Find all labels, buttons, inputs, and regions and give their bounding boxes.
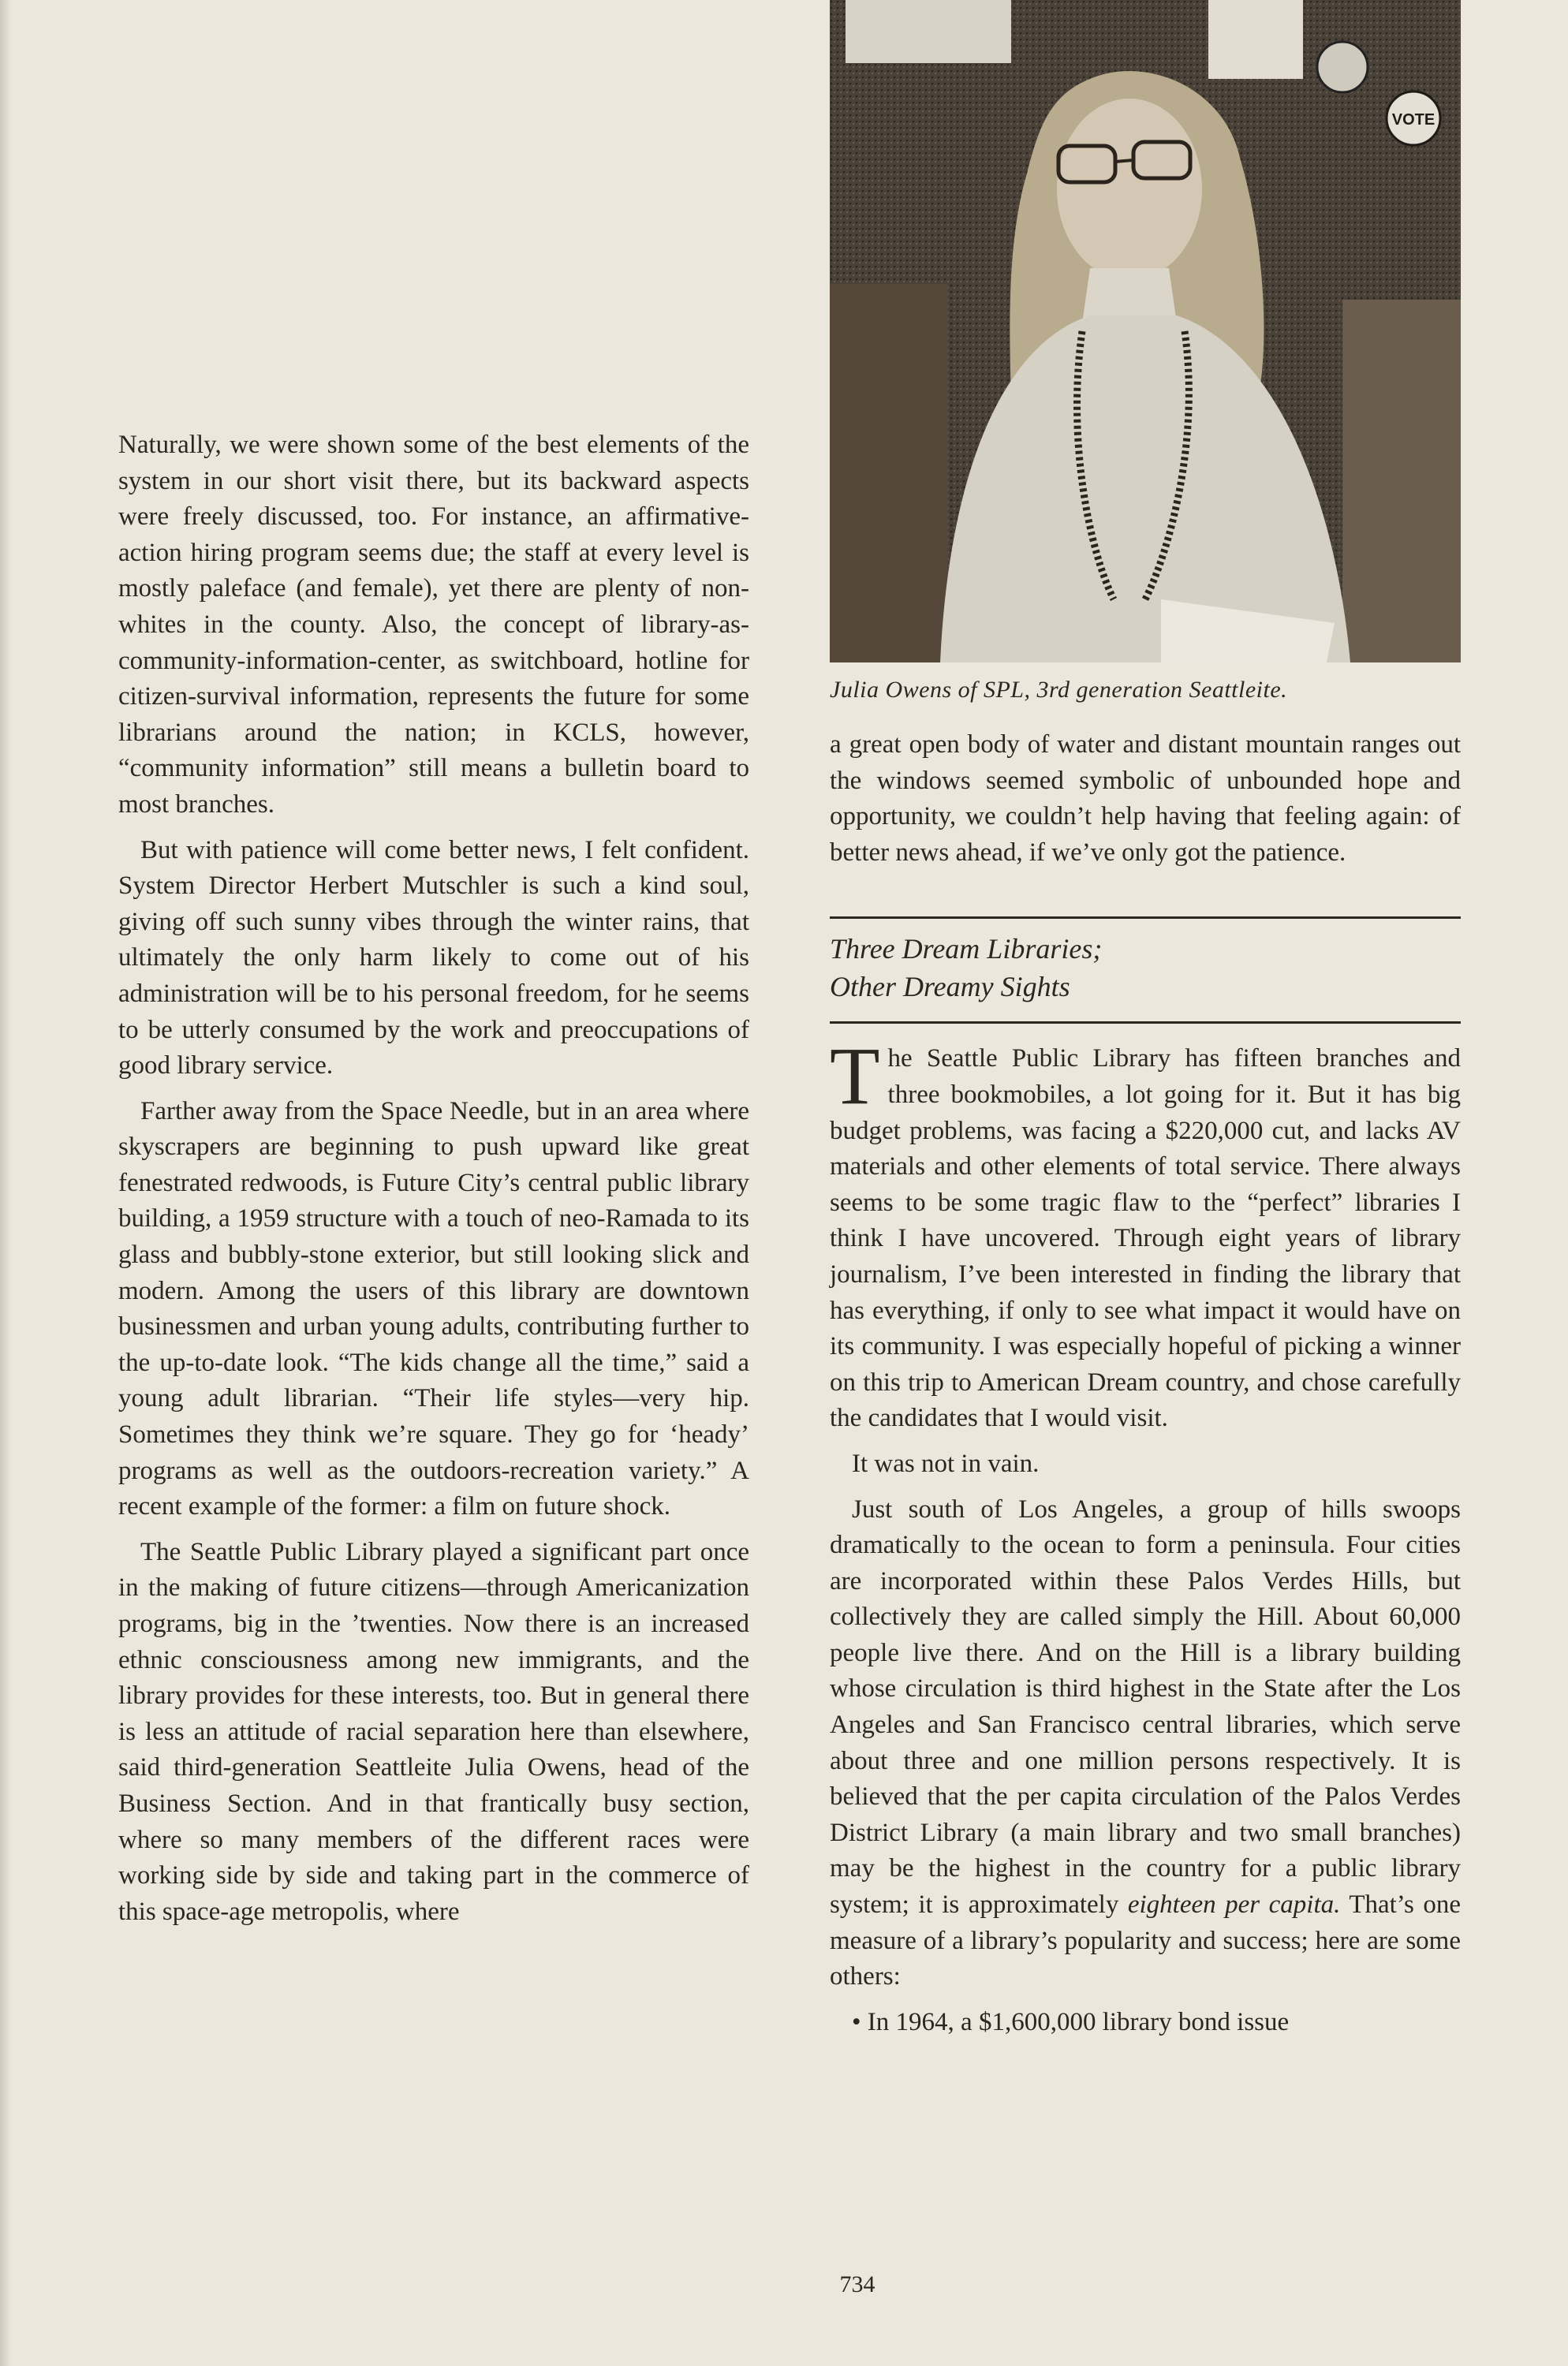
paragraph: Farther away from the Space Needle, but in an area where skyscrapers are beginning to push upward like great fenestrated redwoods, is Future City’s central public library building, a 1959 structure with a touch of neo-Ramada to its glass and bubbly-stone exterior, but still looking slick and modern. Among the users of this library are downtown businessmen and urban young adults, contributing further to the up-to-date look. “The kids change all the time,” said a young adult librarian. “Their life styles—very hip. Sometimes they think we’re square. They go for ‘heady’ programs as well as the outdoors-recreation variety.” A recent example of the former: a film on future shock. bbox=[118, 1096, 749, 1521]
emphasis-text: eighteen per capita. bbox=[1127, 1890, 1341, 1920]
paragraph-text: Just south of Los Angeles, a group of hills swoops dramatically to the ocean to form a peninsula. Four cities are incorporated within these Palos Verdes Hills, but collectively they are called simply the Hill. About 60,000 people live there. And on the Hill is a library building whose circulation is third highest in the State after the Los Angeles and San Francisco central libraries, which serve about three and one million persons respectively. It is believed that the per capita circulation of the Palos Verdes District Library (a main library and two small branches) may be the highest in the country for a public library system; it is approximately bbox=[830, 1495, 1461, 1920]
section-heading-line: Three Dream Libraries; bbox=[830, 933, 1103, 965]
paragraph bbox=[830, 1492, 1461, 1995]
paragraph: But with patience will come better news, I felt confident. System Director Herbert Mutschler is such a kind soul, giving off such sunny vibes through the winter rains, that ultimately the only harm likely to come out of his administration will be to his personal freedom, for he seems to be utterly consumed by the work and preoccupations of good library service. bbox=[118, 835, 749, 1080]
left-column bbox=[118, 427, 749, 1939]
section-heading bbox=[830, 930, 1461, 1006]
paragraph: a great open body of water and distant mountain ranges out the windows seemed symbolic of unbounded hope and opportunity, we couldn’t help having that feeling again: of better news ahead, if we’ve only got the patience. bbox=[830, 730, 1461, 867]
paragraph-text: he Seattle Public Library has fifteen branches and three bookmobiles, a lot going for it. But it has big budget problems, was facing a $220,000 cut, and lacks AV materials and other elements of total service. There always seems to be some tragic flaw to the “perfect” libraries I think I have uncovered. Through eight years of library journalism, I’ve been interested in finding the library that has everything, if only to see what impact it would have on its community. I was especially hopeful of picking a winner on this trip to American Dream country, and chose carefully the candidates that I would visit. bbox=[830, 1044, 1461, 1433]
paragraph: It was not in vain. bbox=[852, 1449, 1040, 1478]
photo-caption: Julia Owens of SPL, 3rd generation Seattleite. bbox=[830, 677, 1288, 703]
right-column bbox=[830, 727, 1461, 2050]
paragraph: The Seattle Public Library played a significant part once in the making of future citizens—through Americanization programs, big in the ’twenties. Now there is an increased ethnic consciousness among new immigrants, and the library provides for these interests, too. But in general there is less an attitude of racial separation here than elsewhere, said third-generation Seattleite Julia Owens, head of the Business Section. And in that frantically busy section, where so many members of the different races were working side by side and taking part in the commerce of this space-age metropolis, where bbox=[118, 1537, 749, 1926]
bullet-item: • In 1964, a $1,600,000 library bond issue bbox=[852, 2007, 1290, 2036]
page-number: 734 bbox=[839, 2271, 875, 2297]
section-rule-bottom bbox=[830, 1021, 1461, 1024]
section-heading-line: Other Dreamy Sights bbox=[830, 971, 1070, 1003]
portrait-photo bbox=[830, 0, 1461, 662]
paragraph: Naturally, we were shown some of the best elements of the system in our short visit there, but its backward aspects were freely discussed, too. For instance, an affirmative-action hiring program seems due; the staff at every level is mostly paleface (and female), yet there are plenty of non-whites in the county. Also, the concept of library-as-community-information-center, as switchboard, hotline for citizen-survival information, represents the future for some librarians around the nation; in KCLS, however, “community information” still means a bulletin board to most branches. bbox=[118, 431, 749, 819]
vote-pin-text: VOTE bbox=[1391, 111, 1435, 129]
section-rule-top bbox=[830, 916, 1461, 919]
paragraph bbox=[830, 1031, 1461, 1437]
drop-cap: T bbox=[830, 1031, 880, 1122]
page-edge bbox=[0, 0, 11, 2366]
paragraph-text: That’s one measure of a library’s popularity and success; here are some others: bbox=[830, 1890, 1461, 1991]
